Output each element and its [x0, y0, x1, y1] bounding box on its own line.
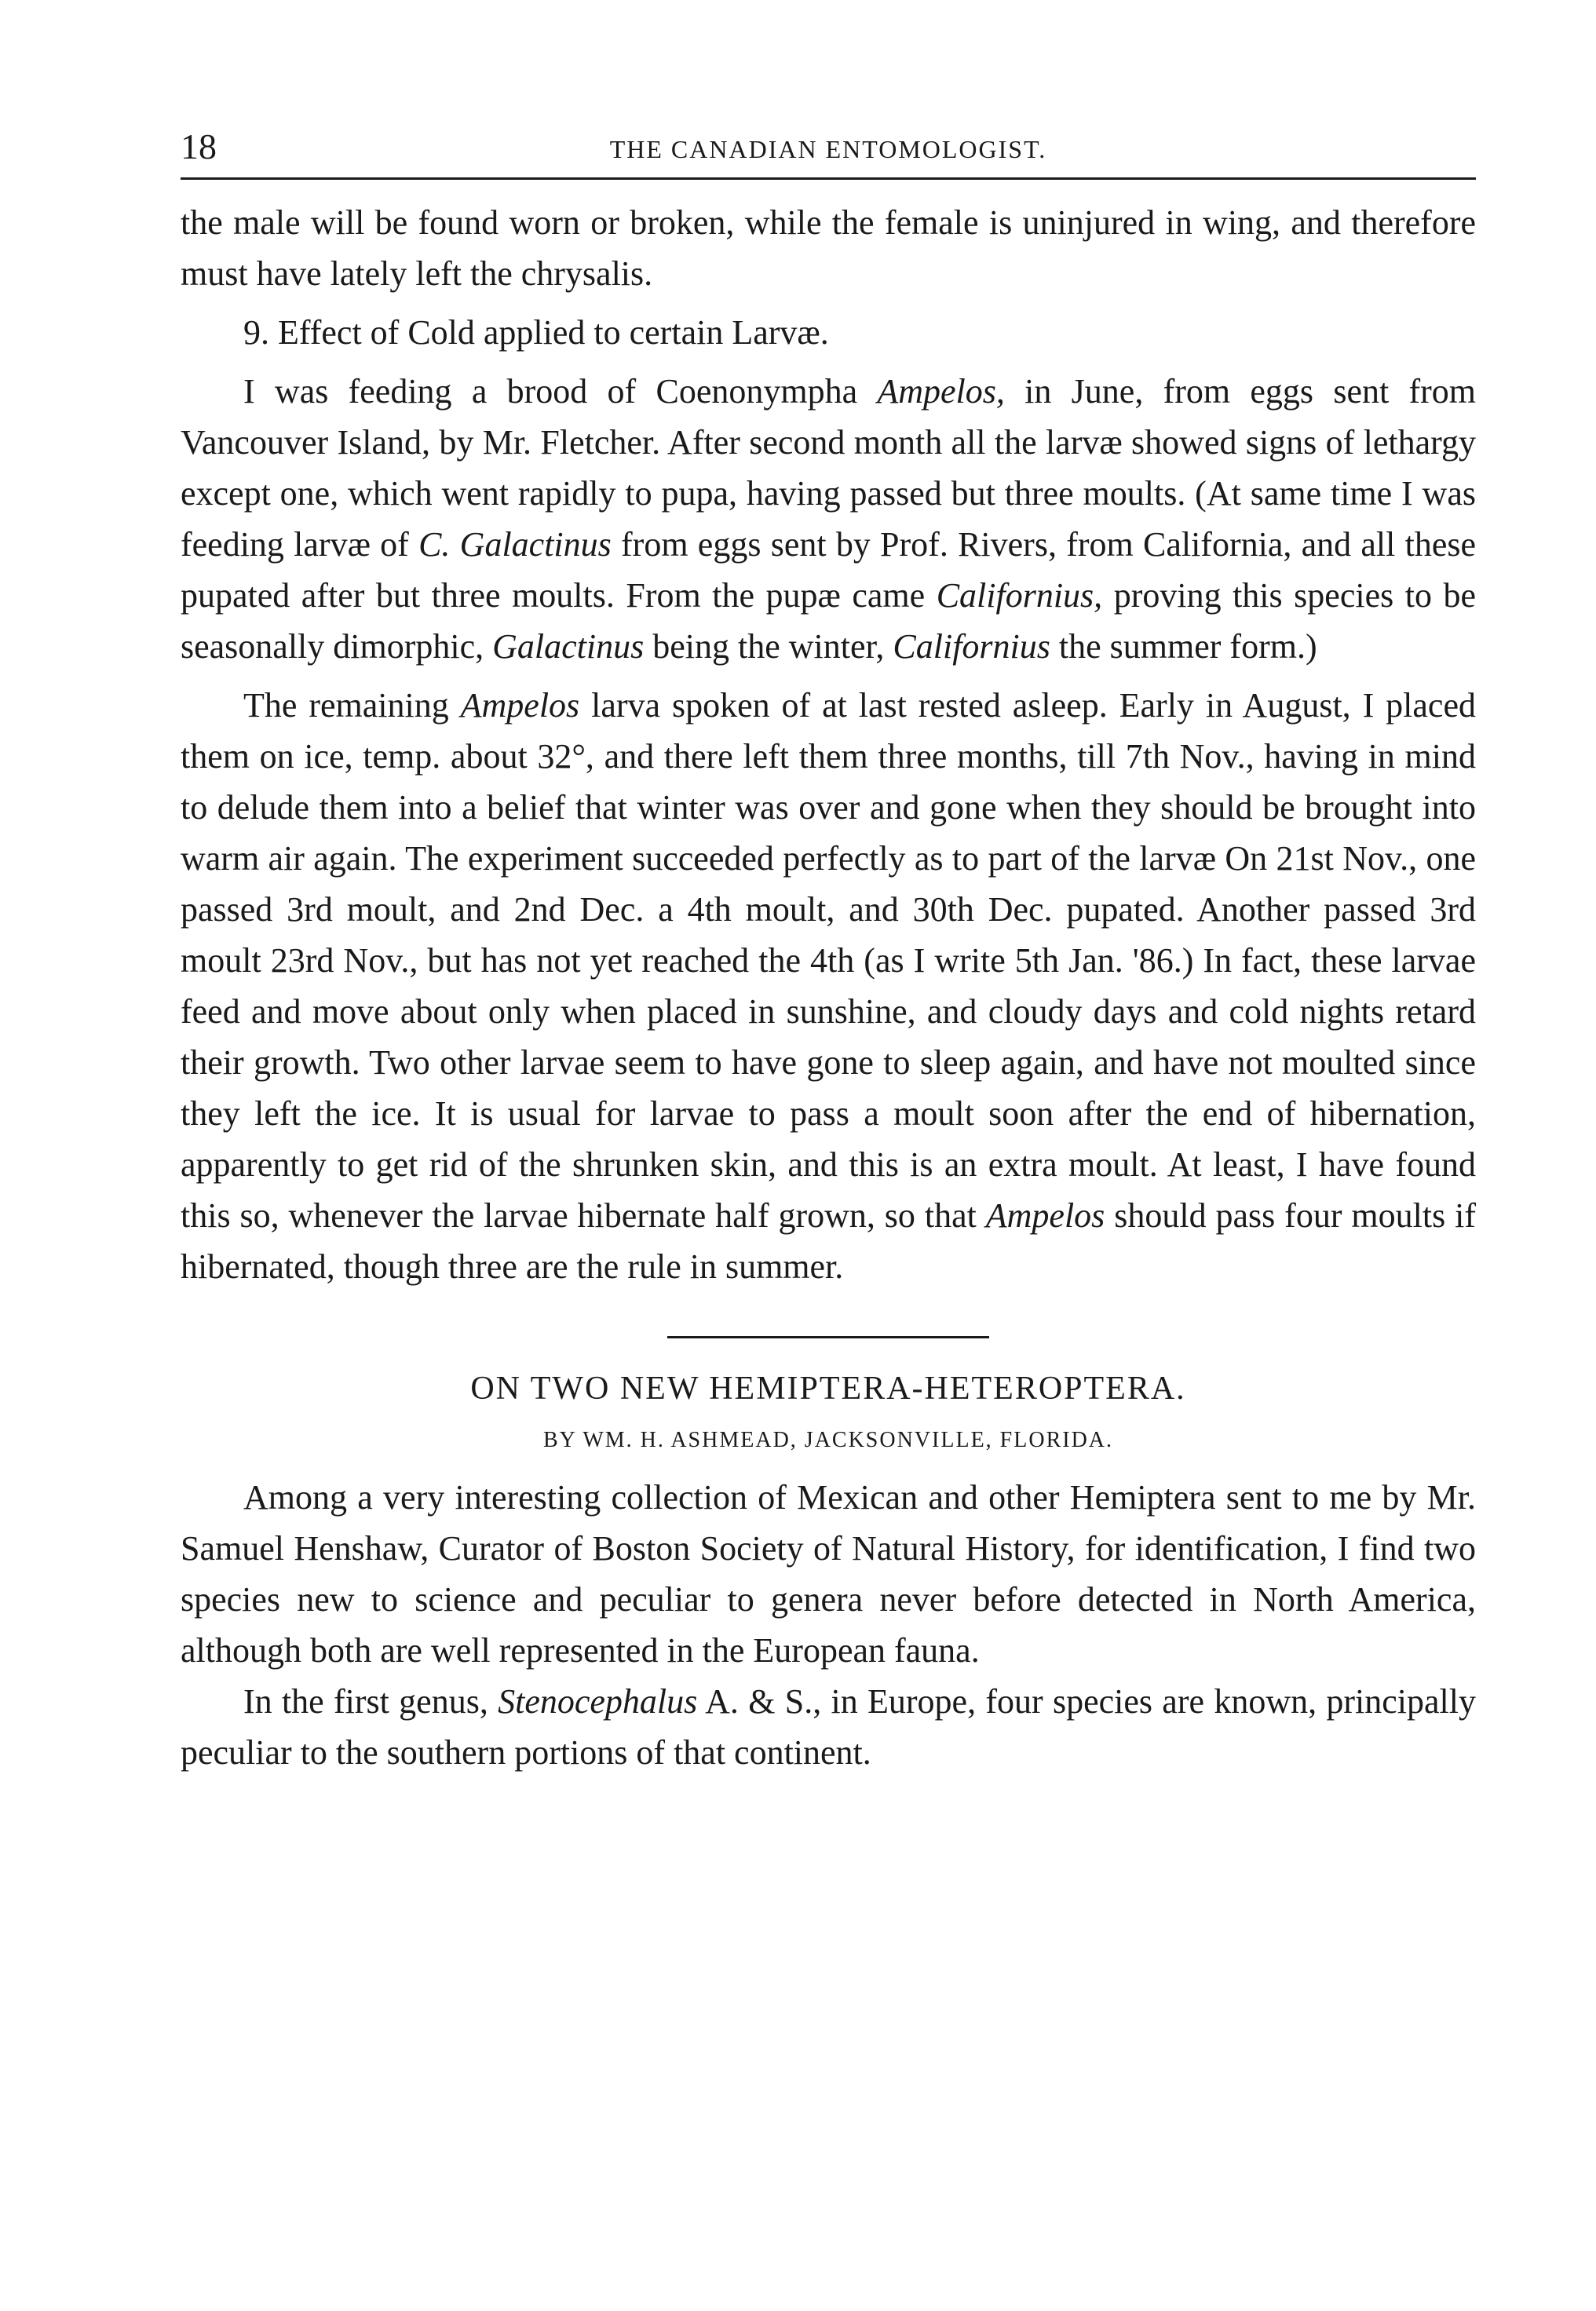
article-title: ON TWO NEW HEMIPTERA-HETEROPTERA. [470, 1371, 1186, 1407]
species-name: Ampelos [460, 686, 580, 725]
species-name: Californius [893, 627, 1050, 666]
page-number: 18 [181, 126, 217, 166]
text-run: the summer form.) [1050, 627, 1317, 666]
text-run: in June, from eggs sent from Vancouver Island, by Mr. Fletcher. After second month all the larvæ showed signs of lethargy except one, which went rapidly to pupa, having passed but three moults. (At same time I was feeding larvæ of [181, 372, 1476, 564]
text-run: from eggs sent by Prof. Rivers, from California, and all these pupated after but three moults. From the pupæ came [181, 525, 1477, 615]
continued-paragraph: the male will be found worn or broken, while the female is uninjured in wing, and therefore must have lately left the chrysalis. [181, 203, 1476, 293]
section-divider [667, 1336, 989, 1338]
species-name: Galactinus [492, 627, 645, 666]
document-page [181, 118, 1476, 1778]
header-rule [181, 177, 1476, 180]
section-heading: 9. Effect of Cold applied to certain Larvæ. [243, 313, 829, 352]
text-run: being the winter, [644, 627, 893, 666]
genus-name: Stenocephalus [498, 1682, 698, 1721]
species-name: C. Galactinus [418, 525, 612, 564]
text-run: proving this species to be seasonally dimorphic, [181, 576, 1476, 666]
article-paragraph-1: Among a very interesting collection of Mexican and other Hemiptera sent to me by Mr. Samuel Henshaw, Curator of Boston Society of Natural History, for identification, I find two species new to science and peculiar to genera never before detected in North America, although both are well represented in the European fauna. [181, 1478, 1476, 1670]
article-paragraph-2 [181, 1676, 1476, 1778]
text-run: In the first genus, [243, 1682, 499, 1721]
text-run: I was feeding a brood of Coenonympha [243, 372, 878, 411]
body-paragraph-1 [181, 366, 1476, 672]
article-new [181, 1370, 1476, 1778]
species-name: Ampelos, [877, 372, 1005, 411]
article-continued [181, 197, 1476, 1292]
running-title: THE CANADIAN ENTOMOLOGIST. [609, 135, 1047, 163]
species-name: Californius, [936, 576, 1103, 615]
text-run: should pass four moults if hibernated, though three are the rule in summer. [181, 1196, 1476, 1286]
text-run: larva spoken of at last rested asleep. Early in August, I placed them on ice, temp. about 32°, and there left them three months, till 7th Nov., having in mind to delude them into a belief that winter was over and gone when they should be brought into warm air again. The experiment succeeded perfectly as to part of the larvæ On 21st Nov., one passed 3rd moult, and 2nd Dec. a 4th moult, and 30th Dec. pupated. Another passed 3rd moult 23rd Nov., but has not yet reached the 4th (as I write 5th Jan. '86.) In fact, these larvae feed and move about only when placed in sunshine, and cloudy days and cold nights retard their growth. Two other larvae seem to have gone to sleep again, and have not moulted since they left the ice. It is usual for larvae to pass a moult soon after the end of hibernation, apparently to get rid of the shrunken skin, and this is an extra moult. At least, I have found this so, whenever the larvae hibernate half grown, so that [181, 686, 1476, 1235]
text-run: A. & S., in Europe, four species are known, principally peculiar to the southern portions of that continent. [181, 1682, 1476, 1772]
article-byline: BY WM. H. ASHMEAD, JACKSONVILLE, FLORIDA. [542, 1428, 1114, 1452]
species-name: Ampelos [985, 1196, 1105, 1235]
page-header [181, 118, 1476, 173]
text-run: The remaining [243, 686, 461, 725]
body-paragraph-2 [181, 680, 1476, 1292]
